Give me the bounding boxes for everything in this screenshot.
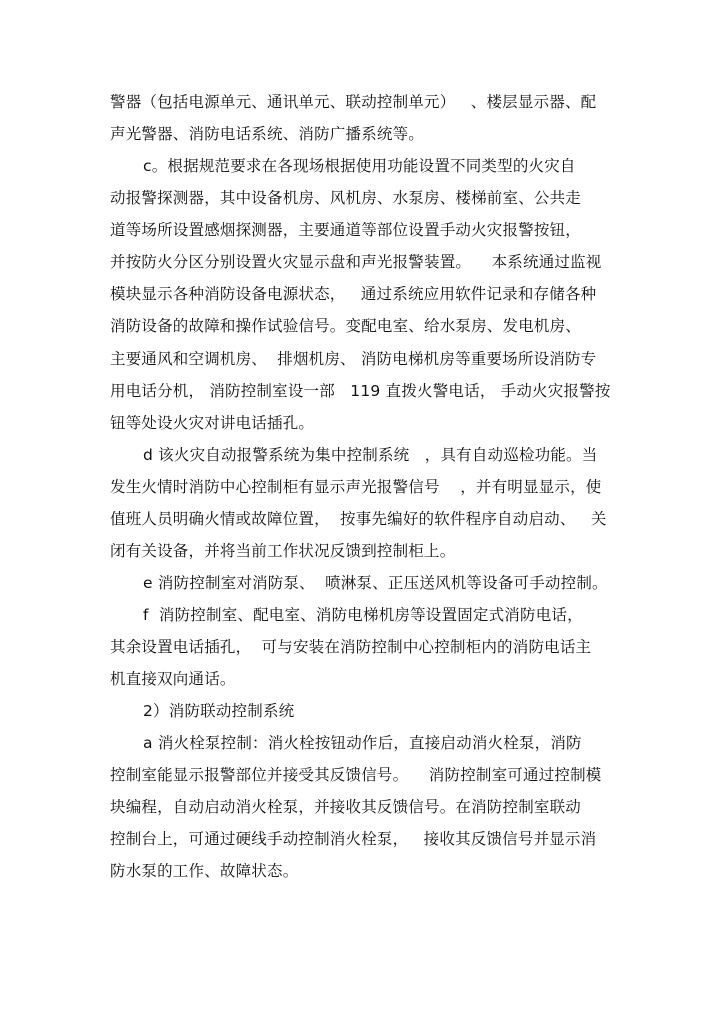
text-line: 控制台上，可通过硬线手动控制消火栓泵， 接收其反馈信号并显示消 bbox=[110, 830, 597, 848]
text-line: 机直接双向通话。 bbox=[110, 670, 236, 688]
text-line: 值班人员明确火情或故障位置， 按事先编好的软件程序自动启动、 关 bbox=[110, 510, 607, 528]
text-line: 防水泵的工作、故障状态。 bbox=[110, 862, 299, 880]
text-line: 模块显示各种消防设备电源状态， 通过系统应用软件记录和存储各种 bbox=[110, 285, 597, 303]
text-line: c。根据规范要求在各现场根据使用功能设置不同类型的火灾自 bbox=[143, 157, 576, 175]
text-line: 发生火情时消防中心控制柜有显示声光报警信号 ，并有明显显示，使 bbox=[110, 478, 602, 496]
text-line: 块编程，自动启动消火栓泵，并接收其反馈信号。在消防控制室联动 bbox=[110, 798, 582, 816]
text-line: 消防设备的故障和操作试验信号。变配电室、给水泵房、发电机房、 bbox=[110, 317, 582, 335]
text-line: 其余设置电话插孔， 可与安装在消防控制中心控制柜内的消防电话主 bbox=[110, 638, 592, 656]
text-line: 警器（包括电源单元、通讯单元、联动控制单元） 、楼层显示器、配 bbox=[110, 93, 597, 111]
text-line: 并按防火分区分别设置火灾显示盘和声光报警装置。 本系统通过监视 bbox=[110, 253, 602, 271]
text-line: 动报警探测器，其中设备机房、风机房、水泵房、楼梯前室、公共走 bbox=[110, 189, 582, 207]
text-line: 道等场所设置感烟探测器，主要通道等部位设置手动火灾报警按钮， bbox=[110, 221, 582, 239]
text-line: 控制室能显示报警部位并接受其反馈信号。 消防控制室可通过控制模 bbox=[110, 766, 602, 784]
text-line: e 消防控制室对消防泵、 喷淋泵、正压送风机等设备可手动控制。 bbox=[143, 574, 608, 592]
text-line: 钮等处设火灾对讲电话插孔。 bbox=[110, 414, 315, 432]
text-line: 主要通风和空调机房、 排烟机房、 消防电梯机房等重要场所设消防专 bbox=[110, 350, 597, 368]
text-line: 闭有关设备，并将当前工作状况反馈到控制柜上。 bbox=[110, 542, 456, 560]
text-line: f 消防控制室、配电室、消防电梯机房等设置固定式消防电话， bbox=[143, 606, 583, 624]
text-line: d 该火灾自动报警系统为集中控制系统 ，具有自动巡检功能。当 bbox=[143, 446, 598, 464]
text-line: 声光警器、消防电话系统、消防广播系统等。 bbox=[110, 125, 425, 143]
section-heading: 2）消防联动控制系统 bbox=[143, 702, 295, 720]
text-line: 用电话分机， 消防控制室设一部 119 直拨火警电话， 手动火灾报警按 bbox=[110, 382, 611, 400]
text-line: a 消火栓泵控制：消火栓按钮动作后，直接启动消火栓泵，消防 bbox=[143, 734, 582, 752]
